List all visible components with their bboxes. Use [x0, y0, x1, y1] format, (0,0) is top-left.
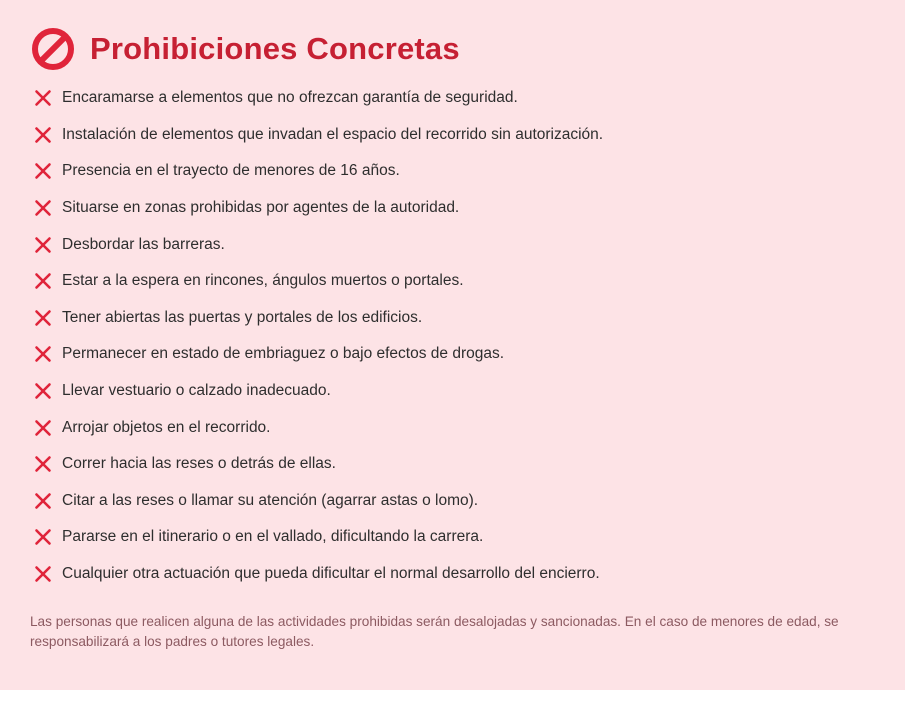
- x-mark-icon: [34, 492, 52, 510]
- x-mark-icon: [34, 236, 52, 254]
- x-mark-icon: [34, 528, 52, 546]
- list-item: [34, 523, 877, 560]
- x-mark-icon: [34, 89, 52, 107]
- list-item-label: Permanecer en estado de embriaguez o bajo efectos de drogas.: [62, 345, 505, 363]
- x-mark-icon: [34, 126, 52, 144]
- list-item: [34, 121, 877, 158]
- list-item-label: Correr hacia las reses o detrás de ellas.: [62, 455, 336, 473]
- x-mark-icon: [34, 419, 52, 437]
- list-item: [34, 560, 877, 597]
- list-item: [34, 487, 877, 524]
- list-item-label: Encaramarse a elementos que no ofrezcan garantía de seguridad.: [62, 89, 518, 107]
- list-item-label: Cualquier otra actuación que pueda dificultar el normal desarrollo del encierro.: [62, 565, 600, 583]
- x-mark-icon: [34, 199, 52, 217]
- x-mark-icon: [34, 382, 52, 400]
- list-item: [34, 194, 877, 231]
- list-item-label: Citar a las reses o llamar su atención (agarrar astas o lomo).: [62, 491, 479, 509]
- list-item: [34, 304, 877, 341]
- list-item: [34, 450, 877, 487]
- list-item-label: Tener abiertas las puertas y portales de los edificios.: [62, 308, 423, 326]
- list-item-label: Desbordar las barreras.: [62, 235, 225, 253]
- x-mark-icon: [34, 162, 52, 180]
- no-entry-icon: [32, 28, 74, 70]
- panel-header: [32, 28, 877, 70]
- list-item: [34, 377, 877, 414]
- list-item: [34, 157, 877, 194]
- list-item-label: Presencia en el trayecto de menores de 16 años.: [62, 162, 400, 180]
- list-item: [34, 340, 877, 377]
- footnote-text: Las personas que realicen alguna de las actividades prohibidas serán desalojadas y sancionadas. En el caso de menores de edad, se responsabilizará a los padres o tutores legales.: [30, 614, 839, 650]
- x-mark-icon: [34, 272, 52, 290]
- list-item: [34, 84, 877, 121]
- list-item-label: Situarse en zonas prohibidas por agentes de la autoridad.: [62, 199, 460, 217]
- list-item-label: Pararse en el itinerario o en el vallado, dificultando la carrera.: [62, 528, 484, 546]
- prohibitions-list: [28, 84, 877, 596]
- list-item-label: Estar a la espera en rincones, ángulos muertos o portales.: [62, 272, 464, 290]
- x-mark-icon: [34, 455, 52, 473]
- list-item: [34, 413, 877, 450]
- x-mark-icon: [34, 345, 52, 363]
- x-mark-icon: [34, 565, 52, 583]
- list-item-label: Arrojar objetos en el recorrido.: [62, 418, 271, 436]
- page-title: Prohibiciones Concretas: [90, 30, 460, 66]
- x-mark-icon: [34, 309, 52, 327]
- list-item-label: Instalación de elementos que invadan el espacio del recorrido sin autorización.: [62, 125, 604, 143]
- list-item: [34, 230, 877, 267]
- list-item: [34, 267, 877, 304]
- list-item-label: Llevar vestuario o calzado inadecuado.: [62, 382, 331, 400]
